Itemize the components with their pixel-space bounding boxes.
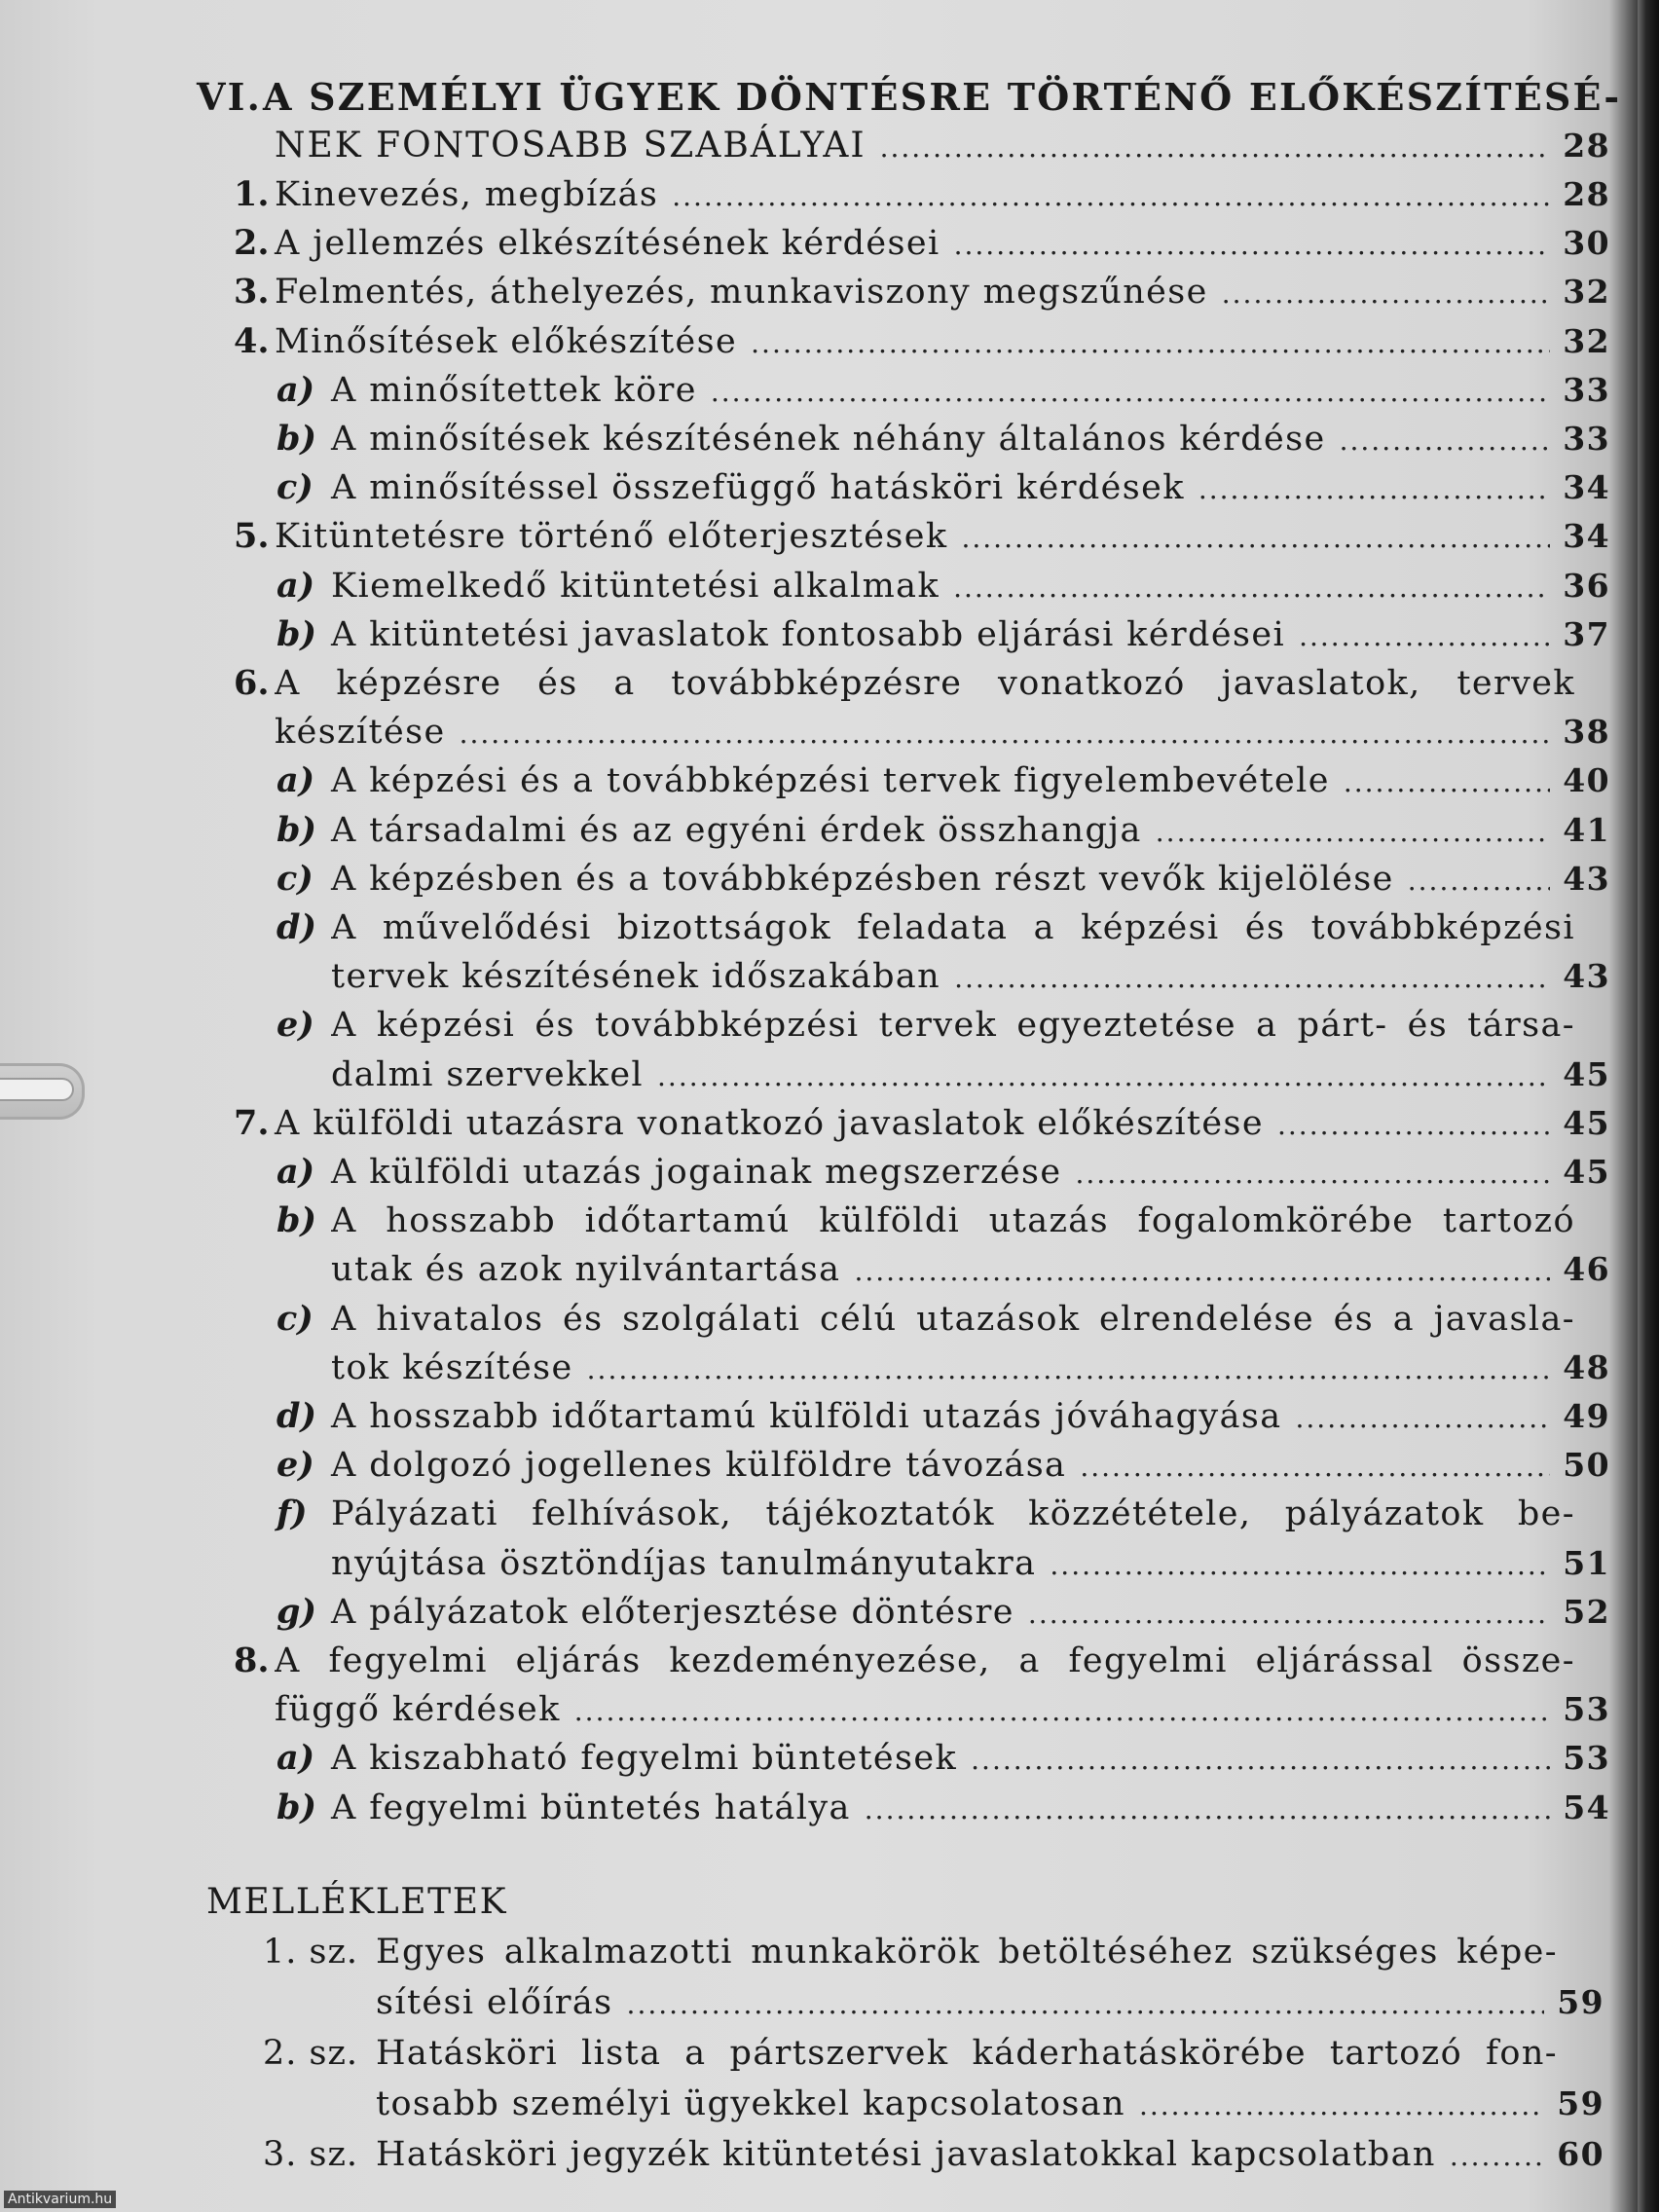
appendix-item-text: Egyes alkalmazotti munkakörök betöltéséhez szükséges képe- [376, 1932, 1558, 1972]
toc-entry-text: tok készítése [331, 1347, 573, 1387]
dot-leader [961, 517, 1550, 560]
toc-entry-row [331, 1737, 1610, 1780]
dot-leader [1299, 615, 1550, 658]
toc-entry-page-number: 43 [1563, 957, 1610, 996]
toc-entry-label: 8. [234, 1641, 270, 1680]
toc-entry-row [331, 1787, 1610, 1829]
dot-leader [1344, 761, 1550, 804]
appendix-item-row [376, 2083, 1604, 2125]
toc-entry-row [331, 1053, 1610, 1096]
toc-entry-text: dalmi szervekkel [331, 1054, 645, 1094]
toc-entry-row [331, 565, 1610, 608]
toc-entry-label: d) [276, 1396, 317, 1436]
toc-entry-row [331, 1395, 1610, 1438]
toc-entry-page-number: 50 [1563, 1446, 1610, 1485]
toc-entry-text: A képzésben és a továbbképzésben részt vevők kijelölése [331, 859, 1394, 899]
toc-entry-row [275, 515, 1610, 558]
dot-leader [1222, 273, 1550, 315]
dot-leader [1075, 1153, 1550, 1196]
toc-entry-row [275, 711, 1610, 754]
dot-leader [954, 957, 1550, 1000]
toc-entry-label: c) [276, 1298, 313, 1339]
toc-entry-page-number: 54 [1563, 1788, 1610, 1826]
appendix-item-text: Hatásköri jegyzék kitüntetési javaslatokkal kapcsolatban [376, 2134, 1436, 2174]
toc-entry-page-number: 51 [1563, 1543, 1610, 1582]
appendix-item-text: Hatásköri lista a pártszervek káderhatáskörébe tartozó fon- [376, 2033, 1558, 2073]
toc-entry-page-number: 32 [1563, 273, 1610, 312]
toc-entry-page-number: 30 [1563, 224, 1610, 263]
toc-entry-label: b) [276, 613, 317, 654]
toc-entry-label: a) [276, 565, 315, 606]
toc-entry-text: függő kérdések [275, 1690, 561, 1730]
dot-leader [460, 713, 1550, 756]
toc-entry-page-number: 34 [1563, 517, 1610, 556]
toc-entry-text: A dolgozó jogellenes külföldre távozása [331, 1446, 1067, 1486]
appendix-item-row [376, 1981, 1604, 2024]
toc-entry-label: b) [276, 419, 317, 459]
toc-entry-label: e) [276, 1445, 314, 1486]
appendix-heading: MELLÉKLETEK [206, 1881, 508, 1922]
toc-entry-page-number: 53 [1563, 1690, 1610, 1729]
toc-entry-page-number: 40 [1563, 761, 1610, 800]
toc-entry-page-number: 45 [1563, 1054, 1610, 1093]
dot-leader [954, 224, 1550, 267]
toc-entry-row [331, 1591, 1610, 1634]
appendix-item-text: tosabb személyi ügyekkel kapcsolatosan [376, 2083, 1125, 2123]
dot-leader [1450, 2135, 1544, 2178]
toc-entry-text: A kitüntetési javaslatok fontosabb eljárási kérdései [331, 614, 1286, 654]
toc-entry-row [331, 418, 1610, 461]
toc-entry-page-number: 38 [1563, 713, 1610, 752]
toc-entry-label: a) [276, 369, 315, 410]
toc-entry-label: g) [276, 1591, 317, 1632]
toc-entry-text: Kinevezés, megbízás [275, 175, 659, 214]
toc-entry-text: Kiemelkedő kitüntetési alkalmak [331, 566, 940, 606]
toc-entry-row [331, 955, 1610, 998]
toc-entry-text: A fegyelmi eljárás kezdeményezése, a fegyelmi eljárással össze- [275, 1641, 1575, 1680]
dot-leader [865, 1788, 1550, 1831]
appendix-item-page-number: 60 [1557, 2134, 1604, 2173]
toc-entry-label: b) [276, 1787, 317, 1827]
dot-leader [1080, 1446, 1550, 1489]
dot-leader [1277, 1104, 1550, 1147]
toc-entry-row [331, 1248, 1610, 1291]
toc-entry-text: A képzésre és a továbbképzésre vonatkozó javaslatok, tervek [275, 664, 1575, 703]
toc-entry-text: A minősítéssel összefüggő hatásköri kérdések [331, 468, 1185, 508]
toc-entry-page-number: 34 [1563, 468, 1610, 507]
toc-entry-label: a) [276, 1152, 315, 1192]
toc-entry-text: A minősítettek köre [331, 370, 697, 410]
appendix-item-label: 1. sz. [263, 1932, 359, 1972]
toc-entry-row [275, 271, 1610, 313]
toc-entry-row [331, 1542, 1610, 1585]
toc-entry-row [331, 1151, 1610, 1194]
chapter-page-number: 28 [1563, 127, 1610, 165]
toc-entry-text: A képzési és továbbképzési tervek egyeztetése a párt- és társa- [331, 1006, 1575, 1046]
toc-entry-label: a) [276, 1738, 315, 1779]
toc-entry-page-number: 41 [1563, 810, 1610, 849]
toc-entry-text: Minősítések előkészítése [275, 321, 738, 361]
toc-entry-row [275, 173, 1610, 216]
toc-entry-label: 7. [234, 1102, 270, 1143]
toc-entry-text: Pályázati felhívások, tájékoztatók közzététele, pályázatok be- [331, 1494, 1575, 1534]
toc-entry-row [331, 466, 1610, 509]
toc-entry-label: 5. [234, 516, 270, 557]
toc-entry-row [331, 369, 1610, 412]
toc-entry-text: A külföldi utazásra vonatkozó javaslatok előkészítése [275, 1103, 1264, 1143]
toc-entry-label: 2. [234, 223, 270, 264]
toc-entry-page-number: 37 [1563, 614, 1610, 653]
dot-leader [751, 322, 1550, 365]
dot-leader [587, 1348, 1550, 1391]
toc-entry-row [331, 1444, 1610, 1487]
toc-entry-label: 6. [234, 663, 270, 703]
dot-leader [1296, 1397, 1551, 1440]
toc-entry-label: d) [276, 907, 317, 947]
appendix-item-page-number: 59 [1557, 2083, 1604, 2122]
toc-entry-label: e) [276, 1005, 314, 1046]
toc-entry-row [275, 222, 1610, 265]
toc-entry-page-number: 45 [1563, 1153, 1610, 1191]
dot-leader [1340, 420, 1550, 462]
toc-entry-label: 3. [234, 272, 270, 313]
toc-entry-text: A külföldi utazás jogainak megszerzése [331, 1153, 1062, 1192]
toc-entry-page-number: 33 [1563, 370, 1610, 409]
toc-entry-text: tervek készítésének időszakában [331, 957, 941, 997]
toc-entry-text: utak és azok nyilvántartása [331, 1250, 841, 1290]
toc-entry-page-number: 46 [1563, 1250, 1610, 1289]
appendix-item-row [376, 2133, 1604, 2176]
toc-entry-page-number: 28 [1563, 175, 1610, 213]
watermark: Antikvarium.hu [4, 2191, 116, 2208]
toc-entry-page-number: 45 [1563, 1103, 1610, 1142]
toc-entry-label: a) [276, 760, 315, 801]
chapter-title-row [275, 125, 1610, 167]
chapter-title-line1: A SZEMÉLYI ÜGYEK DÖNTÉSRE TÖRTÉNŐ ELŐKÉSZÍTÉSÉ- [263, 75, 1622, 119]
appendix-item-label: 3. sz. [263, 2134, 359, 2174]
dot-leader [971, 1739, 1550, 1782]
dot-leader [711, 371, 1550, 414]
appendix-item-page-number: 59 [1557, 1982, 1604, 2021]
dot-leader [657, 1055, 1550, 1098]
toc-entry-page-number: 52 [1563, 1592, 1610, 1631]
dot-leader [1139, 2084, 1544, 2127]
toc-entry-label: 1. [234, 174, 270, 214]
toc-entry-text: A jellemzés elkészítésének kérdései [275, 224, 940, 264]
toc-entry-page-number: 36 [1563, 566, 1610, 605]
dot-leader [672, 175, 1550, 218]
toc-entry-row [331, 759, 1610, 802]
toc-entry-row [331, 809, 1610, 852]
dot-leader [1198, 468, 1550, 511]
toc-entry-text: Felmentés, áthelyezés, munkaviszony megszűnése [275, 273, 1208, 313]
dot-leader [880, 127, 1550, 169]
toc-entry-row [275, 1102, 1610, 1145]
toc-entry-page-number: 33 [1563, 420, 1610, 458]
toc-entry-row [331, 613, 1610, 656]
toc-entry-page-number: 43 [1563, 859, 1610, 898]
toc-entry-page-number: 49 [1563, 1397, 1610, 1435]
appendix-item-label: 2. sz. [263, 2033, 359, 2073]
toc-entry-page-number: 32 [1563, 321, 1610, 360]
dot-leader [627, 1983, 1544, 2026]
toc-entry-row [275, 320, 1610, 363]
toc-entry-text: A hosszabb időtartamú külföldi utazás fogalomkörébe tartozó [331, 1201, 1575, 1241]
toc-entry-text: A művelődési bizottságok feladata a képzési és továbbképzési [331, 908, 1575, 947]
dot-leader [953, 567, 1550, 609]
toc-entry-text: A társadalmi és az egyéni érdek összhangja [331, 810, 1142, 850]
toc-entry-text: A hosszabb időtartamú külföldi utazás jóváhagyása [331, 1397, 1282, 1436]
chapter-number: VI. [197, 75, 263, 119]
dot-leader [1050, 1544, 1550, 1587]
toc-entry-page-number: 53 [1563, 1739, 1610, 1778]
dot-leader [1028, 1593, 1550, 1636]
toc-entry-text: nyújtása ösztöndíjas tanulmányutakra [331, 1543, 1037, 1583]
dot-leader [854, 1250, 1550, 1293]
toc-entry-text: Kitüntetésre történő előterjesztések [275, 517, 948, 557]
toc-entry-text: A hivatalos és szolgálati célú utazások elrendelése és a javasla- [331, 1299, 1575, 1339]
toc-entry-page-number: 48 [1563, 1347, 1610, 1386]
toc-entry-row [331, 1346, 1610, 1389]
toc-entry-label: 4. [234, 320, 270, 361]
toc-entry-text: készítése [275, 713, 446, 753]
chapter-title-line2: NEK FONTOSABB SZABÁLYAI [275, 126, 866, 166]
appendix-item-text: sítési előírás [376, 1982, 613, 2022]
toc-entry-row [275, 1688, 1610, 1731]
toc-entry-text: A képzési és a továbbképzési tervek figyelembevétele [331, 761, 1330, 801]
toc-entry-row [331, 858, 1610, 901]
toc-entry-label: c) [276, 858, 313, 899]
toc-entry-label: b) [276, 809, 317, 850]
toc-entry-text: A pályázatok előterjesztése döntésre [331, 1592, 1014, 1632]
dot-leader [1408, 860, 1550, 903]
toc-entry-label: f) [276, 1493, 308, 1534]
toc-entry-text: A kiszabható fegyelmi büntetések [331, 1739, 958, 1779]
dot-leader [1156, 811, 1550, 854]
toc-entry-label: b) [276, 1200, 317, 1241]
dot-leader [574, 1690, 1550, 1733]
toc-entry-text: A minősítések készítésének néhány általános kérdése [331, 420, 1326, 459]
toc-entry-text: A fegyelmi büntetés hatálya [331, 1788, 851, 1827]
toc-entry-label: c) [276, 467, 313, 508]
